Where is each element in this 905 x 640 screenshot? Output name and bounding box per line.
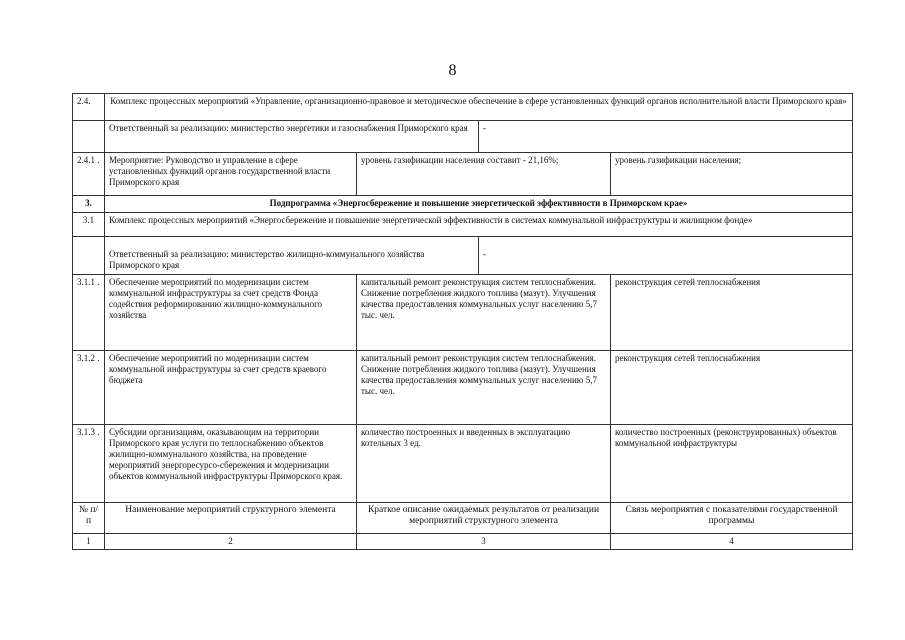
column-number: 2 bbox=[105, 534, 357, 550]
activity-name: Обеспечение мероприятий по модернизации систем коммунальной инфраструктуры за счет средств Фонда содействия реформированию жилищно-коммунального хозяйства bbox=[105, 275, 357, 351]
activity-name: Мероприятие: Руководство и управление в сфере установленных функций органов государственной власти Приморского края bbox=[105, 153, 357, 196]
table-row bbox=[73, 275, 853, 351]
table-row bbox=[73, 351, 853, 425]
activity-link: уровень газификации населения; bbox=[611, 153, 853, 196]
responsible-value: - bbox=[479, 121, 853, 153]
complex-title: Комплекс процессных мероприятий «Управление, организационно-правовое и методическое обеспечение в сфере установленных функций органов исполнительной власти Приморского края» bbox=[105, 94, 853, 121]
row-number: 3.1 bbox=[73, 213, 105, 237]
row-number: 3.1.3 . bbox=[73, 425, 105, 503]
complex-title: Комплекс процессных мероприятий «Энергосбережение и повышение энергетической эффективности в системах коммунальной инфраструктуры и жилищном фонде» bbox=[105, 213, 853, 237]
responsible-text: Ответственный за реализацию: министерство жилищно-коммунального хозяйства Приморского края bbox=[105, 237, 479, 275]
activity-link: реконструкция сетей теплоснабжения bbox=[611, 351, 853, 425]
subprogram-title: Подпрограмма «Энергосбережение и повышение энергетической эффективности в Приморском крае» bbox=[105, 196, 853, 213]
column-numbers-row bbox=[73, 534, 853, 550]
activities-table bbox=[72, 93, 853, 550]
table-row bbox=[73, 94, 853, 121]
activity-result: капитальный ремонт реконструкция систем теплоснабжения. Снижение потребления жидкого топлива (мазут). Улучшения качества предоставления коммунальных услуг населению 5,7 тыс. чел. bbox=[357, 351, 611, 425]
table-row bbox=[73, 213, 853, 237]
table-row bbox=[73, 153, 853, 196]
column-number: 1 bbox=[73, 534, 105, 550]
activity-name: Обеспечение мероприятий по модернизации систем коммунальной инфраструктуры за счет средств краевого бюджета bbox=[105, 351, 357, 425]
activity-link: количество построенных (реконструированных) объектов коммунальной инфраструктуры bbox=[611, 425, 853, 503]
header-link: Связь мероприятия с показателями государственной программы bbox=[611, 503, 853, 534]
activity-result: капитальный ремонт реконструкция систем теплоснабжения. Снижение потребления жидкого топлива (мазут). Улучшения качества предоставления коммунальных услуг населению 5,7 тыс. чел. bbox=[357, 275, 611, 351]
table-header-row bbox=[73, 503, 853, 534]
row-number: 3.1.2 . bbox=[73, 351, 105, 425]
header-results: Краткое описание ожидаемых результатов от реализации мероприятий структурного элемента bbox=[357, 503, 611, 534]
responsible-value: - bbox=[479, 237, 853, 275]
responsible-text: Ответственный за реализацию: министерство энергетики и газоснабжения Приморского края bbox=[105, 121, 479, 153]
table-row bbox=[73, 237, 853, 275]
activity-result: количество построенных и введенных в эксплуатацию котельных 3 ед. bbox=[357, 425, 611, 503]
column-number: 4 bbox=[611, 534, 853, 550]
row-number: 3. bbox=[73, 196, 105, 213]
row-number: 2.4. bbox=[73, 94, 105, 121]
page-number: 8 bbox=[448, 62, 457, 79]
header-number: № п/п bbox=[73, 503, 105, 534]
column-number: 3 bbox=[357, 534, 611, 550]
row-number: 2.4.1 . bbox=[73, 153, 105, 196]
row-number: 3.1.1 . bbox=[73, 275, 105, 351]
table-row bbox=[73, 121, 853, 153]
activity-result: уровень газификации населения составит - 21,16%; bbox=[357, 153, 611, 196]
activity-link: реконструкция сетей теплоснабжения bbox=[611, 275, 853, 351]
table-row bbox=[73, 425, 853, 503]
activity-name: Субсидии организациям, оказывающим на территории Приморского края услуги по теплоснабжению объектов жилищно-коммунального хозяйства, на проведение мероприятий энергоресурсо-сбережения и модернизации объектов коммунальной инфраструктуры Приморского края. bbox=[105, 425, 357, 503]
header-name: Наименование мероприятий структурного элемента bbox=[105, 503, 357, 534]
table-row bbox=[73, 196, 853, 213]
